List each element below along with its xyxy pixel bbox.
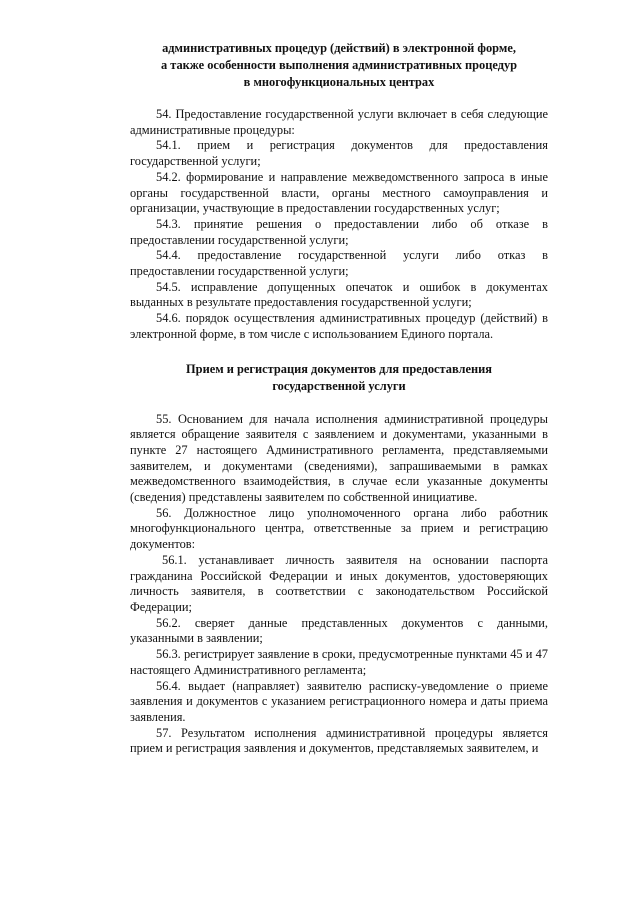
heading-line: административных процедур (действий) в электронной форме, — [162, 41, 516, 55]
paragraph-56-4: 56.4. выдает (направляет) заявителю расписку-уведомление о приеме заявления и документов с указанием регистрационного номера и даты приема заявления. — [130, 678, 548, 724]
paragraph-56-3: 56.3. регистрирует заявление в сроки, предусмотренные пунктами 45 и 47 настоящего Административного регламента; — [130, 647, 548, 677]
paragraph-54-3: 54.3. принятие решения о предоставлении либо об отказе в предоставлении государственной услуги; — [130, 216, 548, 247]
paragraph-54: 54. Предоставление государственной услуги включает в себя следующие административные процедуры: — [130, 107, 548, 137]
paragraph-54-4: 54.4. предоставление государственной услуги либо отказ в предоставлении государственной услуги; — [130, 248, 548, 279]
paragraph-54-1: 54.1. прием и регистрация документов для предоставления государственной услуги; — [130, 138, 548, 169]
section-heading-top — [130, 40, 548, 91]
heading-line: Прием и регистрация документов для предоставления — [186, 361, 492, 376]
paragraph-56-2: 56.2. сверяет данные представленных документов с данными, указанными в заявлении; — [130, 615, 548, 646]
paragraph-54-2: 54.2. формирование и направление межведомственного запроса в иные органы государственной власти, органы местного самоуправления и организации, участвующие в предоставлении государственных услуг; — [130, 169, 548, 216]
paragraph-56-1: 56.1. устанавливает личность заявителя на основании паспорта гражданина Российской Федерации и иных документов, удостоверяющих личность заявителя, в соответствии с законодательством Российской Федерации; — [130, 552, 548, 614]
paragraph-55: 55. Основанием для начала исполнения административной процедуры является обращение заявителя с заявлением и документами, указанными в пункте 27 настоящего Административного регламента, представляемыми заявителем, и документами (сведениями), запрашиваемыми в рамках межведомственного взаимодействия, в случае если указанные документы (сведения) представлены заявителем по собственной инициативе. — [130, 411, 548, 505]
section-heading-reception — [130, 361, 548, 395]
heading-line: в многофункциональных центрах — [243, 75, 435, 89]
paragraph-56: 56. Должностное лицо уполномоченного органа либо работник многофункционального центра, ответственные за прием и регистрацию документов: — [130, 505, 548, 552]
paragraph-57: 57. Результатом исполнения административной процедуры является прием и регистрация заявления и документов, представляемых заявителем, и — [130, 725, 548, 756]
heading-line: государственной услуги — [272, 378, 406, 393]
paragraph-54-5: 54.5. исправление допущенных опечаток и ошибок в документах выданных в результате предоставления государственной услуги; — [130, 279, 548, 310]
paragraph-54-6: 54.6. порядок осуществления административных процедур (действий) в электронной форме, в том числе с использованием Единого портала. — [130, 311, 548, 341]
heading-line: а также особенности выполнения административных процедур — [160, 58, 518, 72]
